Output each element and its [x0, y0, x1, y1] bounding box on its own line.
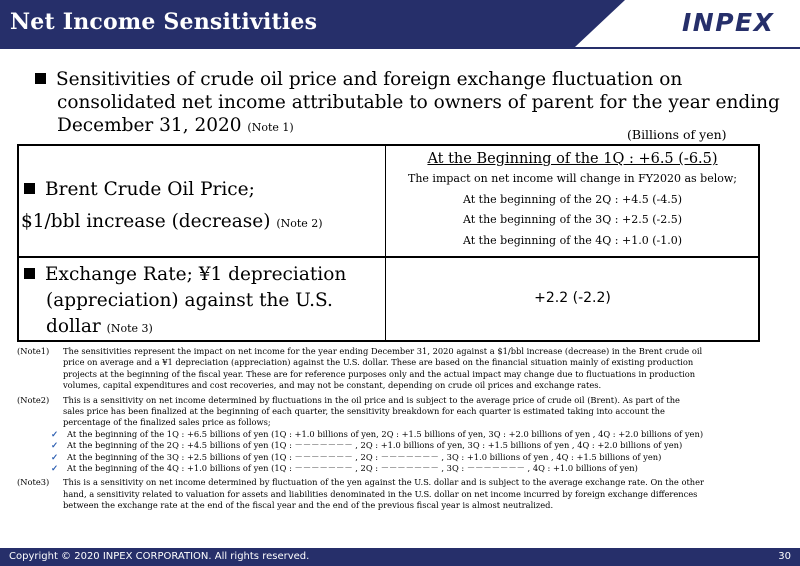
fx-note-ref: (Note 3) [106, 322, 153, 335]
note-2-line: This is a sensitivity on net income determined by fluctuations in the oil price and is subject to the average price of crude oil (Brent). As part of the [63, 394, 680, 405]
checkmark-icon: ✓ [51, 428, 58, 439]
note-2-bullet-text: At the beginning of the 3Q : +2.5 billions of yen (1Q : －－－－－－－ , 2Q : －－－－－－－ , 3Q : +1.0 billions of yen , 4Q : +1.5 billions of yen) [67, 451, 662, 462]
page-title: Net Income Sensitivities [10, 9, 318, 35]
note-3-line: hand, a sensitivity related to valuation for assets and liabilities denominated in the U.S. dollar on net income incurred by foreign exchange differences [63, 488, 698, 499]
checkmark-icon: ✓ [51, 440, 58, 451]
intro-note-ref: (Note 1) [247, 121, 294, 134]
brent-sub-2: At the beginning of the 2Q : +4.5 (-4.5) [462, 192, 683, 206]
note-2-line: percentage of the finalized sales price as follows; [63, 417, 271, 428]
intro-line-3: December 31, 2020 [57, 115, 242, 136]
note-1 [17, 346, 777, 392]
footnotes [17, 346, 777, 512]
note-2-bullet-text: At the beginning of the 4Q : +1.0 billions of yen (1Q : －－－－－－－ , 2Q : －－－－－－－ , 3Q : －－－－－－－ , 4Q : +1.0 billions of yen) [67, 463, 638, 474]
brent-headline: At the Beginning of the 1Q : +6.5 (-6.5) [427, 151, 718, 167]
square-bullet-icon [24, 268, 35, 279]
note-2-bullet [17, 429, 777, 440]
note-3-line: This is a sensitivity on net income determined by fluctuation of the yen against the U.S. dollar and is subject to the average exchange rate. On the other [63, 477, 705, 488]
note-2-bullet [17, 440, 777, 451]
square-bullet-icon [35, 73, 46, 84]
fx-label-line-3: dollar [46, 316, 101, 337]
sensitivity-table [17, 144, 760, 342]
brent-sub-4: At the beginning of the 4Q : +1.0 (-1.0) [462, 233, 683, 247]
note-1-line: The sensitivities represent the impact on net income for the year ending December 31, 2020 against a $1/bbl increase (decrease) in the Brent crude oil [63, 346, 703, 356]
fx-label-line-1: Exchange Rate; ¥1 depreciation [45, 264, 347, 285]
checkmark-icon: ✓ [51, 463, 58, 474]
note-1-tag: (Note1) [17, 346, 50, 356]
note-1-line: price on average and a ¥1 depreciation (appreciation) against the U.S. dollar. These are based on the financial situation mainly of existing production [63, 357, 694, 368]
company-logo: INPEX [682, 8, 775, 37]
note-2-tag: (Note2) [17, 394, 50, 405]
page-number: 30 [778, 551, 791, 562]
note-3-tag: (Note3) [17, 477, 50, 488]
square-bullet-icon [24, 183, 35, 194]
note-1-line: volumes, capital expenditures and cost recoveries, and may not be constant, depending on crude oil prices and exchange rates. [63, 380, 602, 391]
note-2-line: sales price has been finalized at the beginning of each quarter, the sensitivity breakdown for each quarter is estimated taking into account the [63, 406, 665, 417]
intro-line-2: consolidated net income attributable to owners of parent for the year ending [57, 92, 780, 113]
note-2-bullet-text: At the beginning of the 2Q : +4.5 billions of yen (1Q : －－－－－－－ , 2Q : +1.0 billions of yen, 3Q : +1.5 billions of yen , 4Q : +2.0 billions of yen) [67, 440, 683, 451]
fx-label-line-2: (appreciation) against the U.S. [46, 290, 333, 311]
brent-sub-3: At the beginning of the 3Q : +2.5 (-2.5) [462, 213, 683, 226]
brent-sub-1: The impact on net income will change in FY2020 as below; [408, 172, 737, 185]
header-divider [0, 47, 800, 49]
brent-label-cell [21, 174, 323, 240]
note-2-bullet-text: At the beginning of the 1Q : +6.5 billions of yen (1Q : +1.0 billions of yen, 2Q : +1.5 billions of yen, 3Q : +2.0 billions of yen , 4Q : +2.0 billions of yen) [67, 428, 704, 439]
table-row-divider [19, 256, 758, 258]
note-3-line: between the exchange rate at the end of the fiscal year and the end of the previous fiscal year is almost neutralized. [63, 500, 554, 511]
table-column-divider [385, 146, 386, 340]
slide-footer [0, 548, 800, 566]
note-2-bullet [17, 452, 777, 463]
intro-line-1: Sensitivities of crude oil price and foreign exchange fluctuation on [56, 69, 683, 90]
note-1-line: projects at the beginning of the fiscal year. These are for reference purposes only and the actual impact may change due to fluctuations in production [63, 368, 696, 379]
copyright-text: Copyright © 2020 INPEX CORPORATION. All rights reserved. [9, 551, 310, 562]
fx-value-cell: +2.2 (-2.2) [534, 290, 611, 306]
fx-label-cell [24, 262, 346, 342]
brent-label-line-1: Brent Crude Oil Price; [45, 179, 255, 200]
units-label: (Billions of yen) [627, 127, 727, 142]
note-2 [17, 395, 777, 429]
note-3 [17, 477, 777, 511]
brent-label-line-2: $1/bbl increase (decrease) [21, 211, 271, 232]
checkmark-icon: ✓ [51, 451, 58, 462]
note-2-bullet [17, 463, 777, 474]
brent-note-ref: (Note 2) [276, 217, 323, 230]
slide-header [0, 0, 800, 47]
brent-value-cell [387, 150, 758, 251]
